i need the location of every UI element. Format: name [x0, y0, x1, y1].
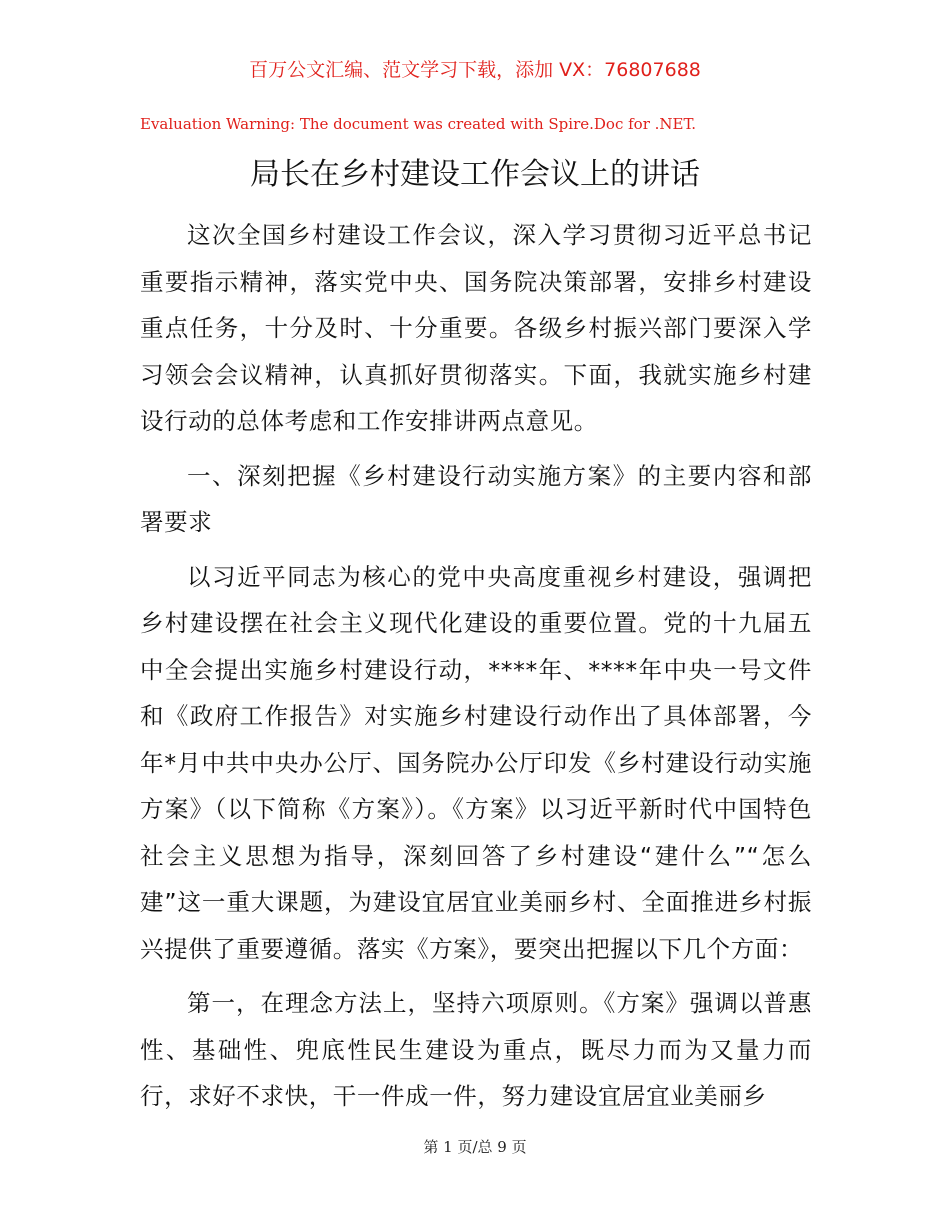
section-heading-one: 一、深刻把握《乡村建设行动实施方案》的主要内容和部署要求: [140, 461, 812, 536]
paragraph-background: 以习近平同志为核心的党中央高度重视乡村建设，强调把乡村建设摆在社会主义现代化建设的重要位置。党的十九届五中全会提出实施乡村建设行动，****年、****年中央一号文件和《政府工作报告》对实施乡村建设行动作出了具体部署，今年*月中共中央办公厅、国务院办公厅印发《乡村建设行动实施方案》（以下简称《方案》）。《方案》以习近平新时代中国特色社会主义思想为指导，深刻回答了乡村建设“建什么”“怎么建”这一重大课题，为建设宜居宜业美丽乡村、全面推进乡村振兴提供了重要遵循。落实《方案》，要突出把握以下几个方面：: [140, 562, 812, 963]
header-ad-text: 百万公文汇编、范文学习下载，添加 VX：76807688: [249, 59, 701, 81]
paragraph-principles: 第一，在理念方法上，坚持六项原则。《方案》强调以普惠性、基础性、兜底性民生建设为重点，既尽力而为又量力而行，求好不求快，干一件成一件，努力建设宜居宜业美丽乡: [140, 989, 812, 1110]
evaluation-warning: Evaluation Warning: The document was created with Spire.Doc for .NET.: [140, 115, 697, 133]
document-body: [140, 212, 812, 1128]
page-number: 第 1 页/总 9 页: [423, 1138, 527, 1156]
document-title: 局长在乡村建设工作会议上的讲话: [250, 157, 700, 192]
paragraph-intro: 这次全国乡村建设工作会议，深入学习贯彻习近平总书记重要指示精神，落实党中央、国务院决策部署，安排乡村建设重点任务，十分及时、十分重要。各级乡村振兴部门要深入学习领会会议精神，认真抓好贯彻落实。下面，我就实施乡村建设行动的总体考虑和工作安排讲两点意见。: [140, 221, 812, 435]
